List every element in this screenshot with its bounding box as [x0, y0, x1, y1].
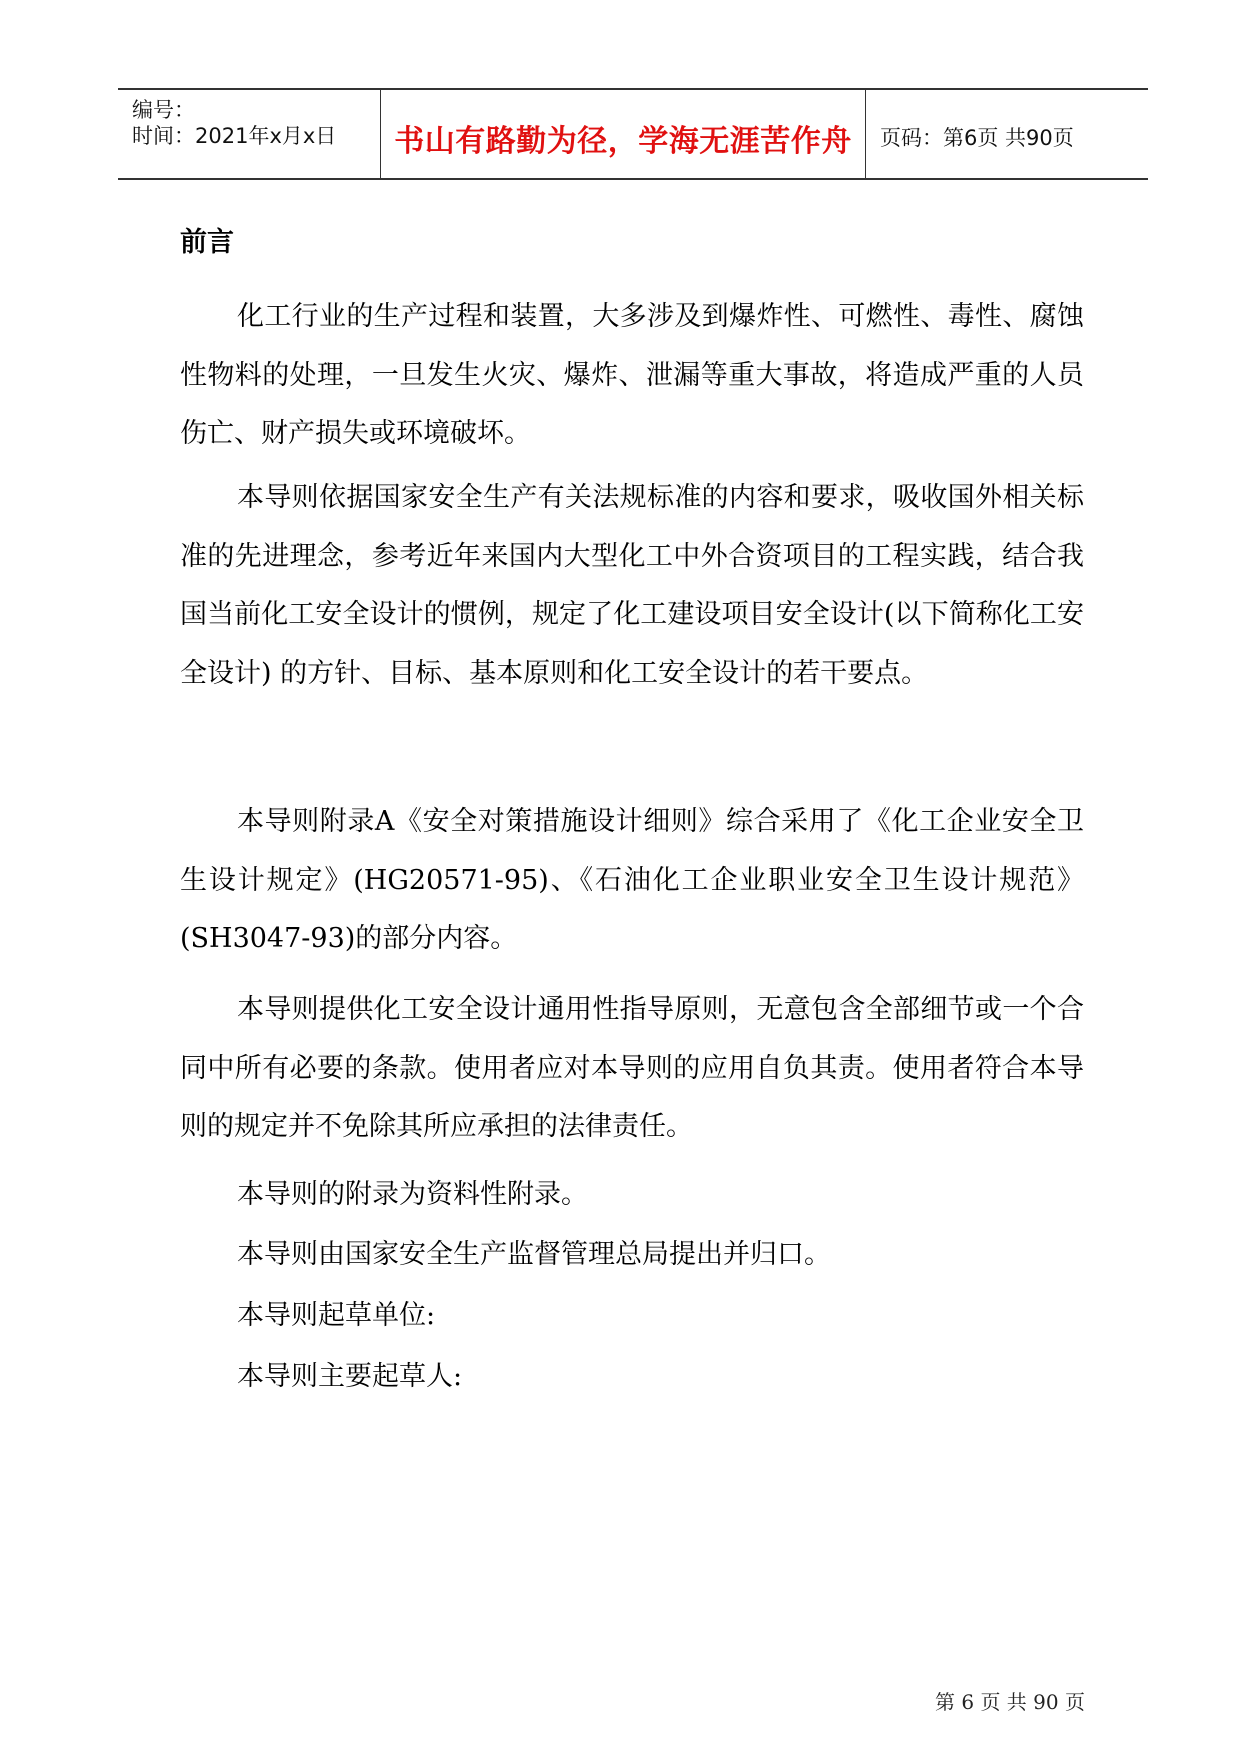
date-label: 时间：2021年x月x日	[132, 124, 337, 148]
page-code: 页码：第6页 共90页	[880, 126, 1074, 150]
body-text	[180, 793, 1084, 969]
paragraph: 本导则的附录为资料性附录。	[237, 1179, 588, 1210]
header-motto-cell	[380, 90, 866, 178]
body-text	[180, 1166, 1084, 1225]
paragraph: 化工行业的生产过程和装置，大多涉及到爆炸性、可燃性、毒性、腐蚀性物料的处理，一旦发生火灾、爆炸、泄漏等重大事故，将造成严重的人员伤亡、财产损失或环境破坏。	[180, 301, 1084, 449]
body-text	[180, 1348, 1084, 1407]
paragraph: 本导则依据国家安全生产有关法规标准的内容和要求，吸收国外相关标准的先进理念，参考近年来国内大型化工中外合资项目的工程实践，结合我国当前化工安全设计的惯例，规定了化工建设项目安全设计(以下简称化工安全设计) 的方针、目标、基本原则和化工安全设计的若干要点。	[180, 482, 1084, 689]
header-info-cell	[118, 90, 380, 178]
serial-number-label: 编号：	[132, 98, 195, 122]
motto-text: 书山有路勤为径，学海无涯苦作舟	[394, 124, 852, 159]
paragraph: 本导则起草单位:	[237, 1300, 436, 1331]
body-text	[180, 1287, 1084, 1346]
paragraph: 本导则附录A《安全对策措施设计细则》综合采用了《化工企业安全卫生设计规定》(HG20571-95)、《石油化工企业职业安全卫生设计规范》(SH3047-93)的部分内容。	[180, 806, 1084, 954]
paragraph: 本导则由国家安全生产监督管理总局提出并归口。	[237, 1239, 831, 1270]
section-heading: 前言	[180, 227, 234, 258]
body-text	[180, 288, 1084, 464]
page-footer: 第 6 页 共 90 页	[935, 1690, 1085, 1714]
paragraph: 本导则提供化工安全设计通用性指导原则，无意包含全部细节或一个合同中所有必要的条款。使用者应对本导则的应用自负其责。使用者符合本导则的规定并不免除其所应承担的法律责任。	[180, 994, 1084, 1142]
page-header	[118, 88, 1148, 180]
body-text	[180, 1226, 1084, 1285]
paragraph: 本导则主要起草人:	[237, 1361, 463, 1392]
header-page-cell	[866, 90, 1148, 178]
body-text	[180, 981, 1084, 1157]
body-text	[180, 469, 1084, 703]
